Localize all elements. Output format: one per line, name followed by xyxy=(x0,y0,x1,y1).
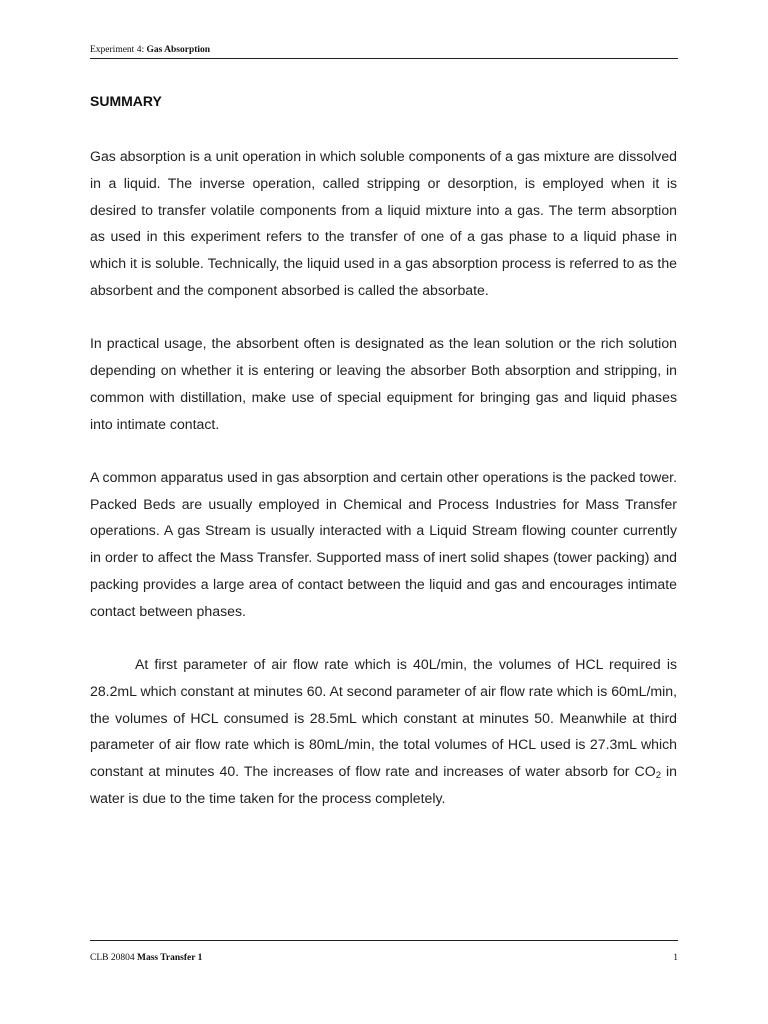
experiment-title: Gas Absorption xyxy=(146,45,211,55)
section-title: SUMMARY xyxy=(90,93,162,109)
paragraph-1: Gas absorption is a unit operation in which soluble components of a gas mixture are dissolved in a liquid. The inverse operation, called stripping or desorption, is employed when it is desired to transfer volatile components from a liquid mixture into a gas. The term absorption as used in this experiment refers to the transfer of one of a gas phase to a liquid phase in which it is soluble. Technically, the liquid used in a gas absorption process is referred to as the absorbent and the component absorbed is called the absorbate. xyxy=(90,148,677,298)
paragraph-3: A common apparatus used in gas absorption and certain other operations is the packed tower. Packed Beds are usually employed in Chemical and Process Industries for Mass Transfer operations. A gas Stream is usually interacted with a Liquid Stream flowing counter currently in order to affect the Mass Transfer. Supported mass of inert solid shapes (tower packing) and packing provides a large area of contact between the liquid and gas and encourages intimate contact between phases. xyxy=(90,468,677,619)
experiment-label: Experiment 4: xyxy=(90,45,145,55)
page-header xyxy=(90,45,678,59)
course-title: Mass Transfer 1 xyxy=(136,953,203,963)
paragraph-4 xyxy=(90,651,677,812)
paragraph-4-text: At first parameter of air flow rate which is 40L/min, the volumes of HCL required is 28.2mL which constant at minutes 60. At second parameter of air flow rate which is 60mL/min, the volumes of HCL consumed is 28.5mL which constant at minutes 50. Meanwhile at third parameter of air flow rate which is 80mL/min, the total volumes of HCL used is 27.3mL which constant at minutes 40. The increases of flow rate and increases of water absorb for CO xyxy=(90,655,677,780)
paragraph-4-text-end: in water is due to the time taken for the process completely. xyxy=(90,763,677,806)
page-footer xyxy=(90,940,678,963)
page-number: 1 xyxy=(673,953,678,963)
summary-body xyxy=(90,143,677,838)
co2-subscript: 2 xyxy=(655,770,661,782)
paragraph-2: In practical usage, the absorbent often is designated as the lean solution or the rich solution depending on whether it is entering or leaving the absorber Both absorption and stripping, in common with distillation, make use of special equipment for bringing gas and liquid phases into intimate contact. xyxy=(90,335,677,432)
course-code: CLB 20804 xyxy=(90,953,135,963)
